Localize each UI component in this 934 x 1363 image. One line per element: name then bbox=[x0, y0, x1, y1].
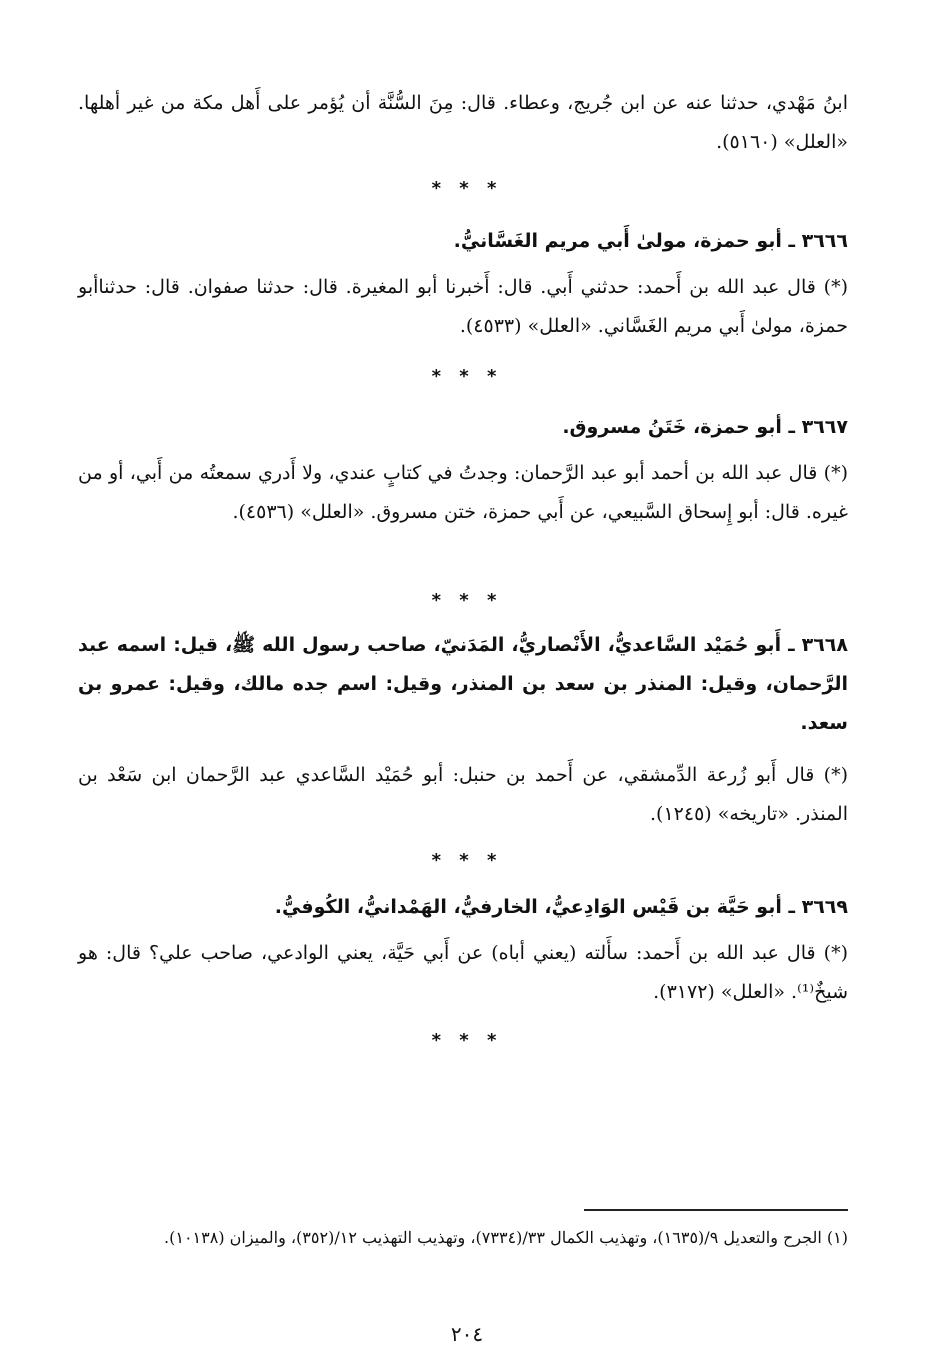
entry-3669-heading: ٣٦٦٩ ـ أبو حَيَّة بن قَيْس الوَادِعيُّ، الخارفيُّ، الهَمْدانيُّ، الكُوفيُّ. bbox=[274, 896, 848, 918]
footnote-rule bbox=[584, 1209, 848, 1211]
entry-3666-heading: ٣٦٦٦ ـ أبو حمزة، مولىٰ أَبي مريم الغَسَّانيُّ. bbox=[453, 230, 848, 252]
intro-paragraph: ابنُ مَهْدي، حدثنا عنه عن ابن جُريج، وعطاء. قال: مِنَ السُّنَّة أن يُؤمر على أَهل مكة من غير أهلها. «العلل» (٥١٦٠). bbox=[78, 92, 848, 153]
page-number: ٢٠٤ bbox=[450, 1322, 484, 1346]
entry-3668-body: (*) قال أَبو زُرعة الدِّمشقي، عن أَحمد بن حنبل: أبو حُمَيْد السَّاعدي عبد الرَّحمان ابن سَعْد بن المنذر. «تاريخه» (١٢٤٥). bbox=[78, 764, 848, 825]
section-separator: * * * bbox=[431, 1030, 503, 1051]
footnote: (١) الجرح والتعديل ٩/(١٦٣٥)، وتهذيب الكمال ٣٣/(٧٣٣٤)، وتهذيب التهذيب ١٢/(٣٥٢)، والميزان (١٠١٣٨). bbox=[164, 1228, 848, 1247]
entry-3667-heading: ٣٦٦٧ ـ أبو حمزة، خَتَنُ مسروق. bbox=[562, 416, 848, 438]
section-separator: * * * bbox=[431, 590, 503, 611]
section-separator: * * * bbox=[431, 366, 503, 387]
entry-3669-body: (*) قال عبد الله بن أَحمد: سأَلته (يعني أباه) عن أَبي حَيَّة، يعني الوادعي، صاحب علي؟ قال: هو شيخٌ⁽¹⁾. «العلل» (٣١٧٢). bbox=[78, 942, 848, 1003]
section-separator: * * * bbox=[431, 178, 503, 199]
entry-3666-body: (*) قال عبد الله بن أَحمد: حدثني أَبي. قال: أَخبرنا أبو المغيرة. قال: حدثنا صفوان. قال: حدثناأبو حمزة، مولىٰ أَبي مريم الغَسَّاني. «العلل» (٤٥٣٣). bbox=[78, 276, 848, 337]
section-separator: * * * bbox=[431, 850, 503, 871]
entry-3668-heading: ٣٦٦٨ ـ أَبو حُمَيْد السَّاعديُّ، الأَنْصاريُّ، المَدَنيّ، صاحب رسول الله ﷺ، قيل: اسمه عبد الرَّحمان، وقيل: المنذر بن سعد بن المنذر، وقيل: اسم جده مالك، وقيل: عمرو بن سعد. bbox=[78, 634, 848, 734]
entry-3667-body: (*) قال عبد الله بن أحمد أبو عبد الرَّحمان: وجدتُ في كتابٍ عندي، ولا أَدري سمعتُه من أَبي، أو من غيره. قال: أبو إِسحاق السَّبيعي، عن أَبي حمزة، ختن مسروق. «العلل» (٤٥٣٦). bbox=[78, 462, 848, 523]
